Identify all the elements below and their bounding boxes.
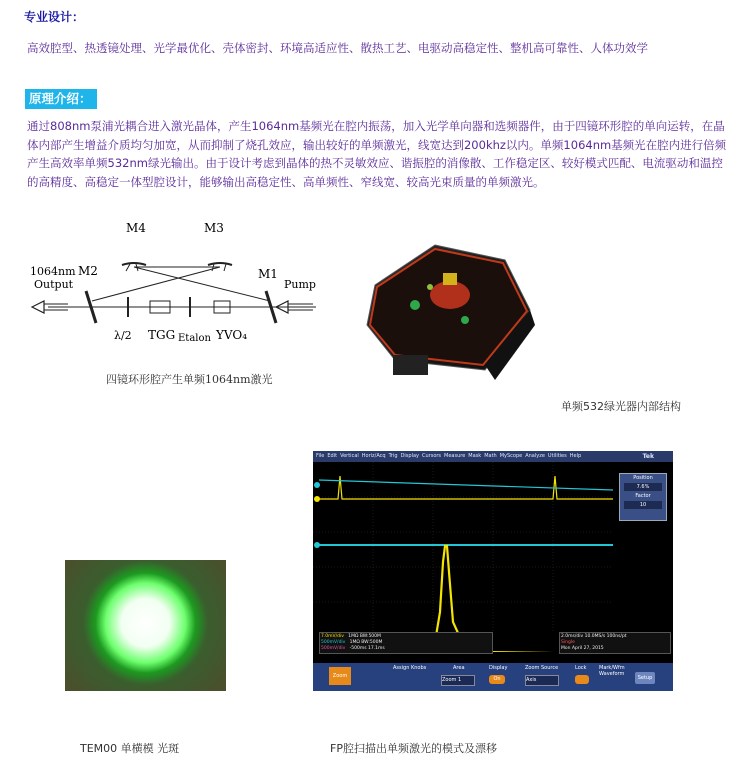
ring-cavity-diagram: [28, 215, 318, 375]
diagram-caption: 四镜环形腔产生单频1064nm激光: [106, 373, 273, 386]
label-etalon: Etalon: [178, 333, 211, 344]
scope-menu-item[interactable]: Math: [484, 453, 497, 459]
scope-menu-bar: [313, 451, 673, 462]
timebase-readout: 2.0ms/div 10.0MS/s 100ns/pt: [561, 634, 627, 639]
scope-readouts-right: [559, 632, 671, 654]
setup-button[interactable]: Setup: [635, 672, 655, 684]
oscilloscope-screenshot: [313, 451, 673, 691]
label-output1: 1064nm: [30, 265, 76, 278]
label-yvo4: YVO₄: [216, 328, 248, 342]
scope-menu-item[interactable]: Cursors: [422, 453, 442, 459]
side-panel-title: Position: [633, 475, 653, 481]
label-tgg: TGG: [148, 328, 176, 342]
ch1-scale[interactable]: 7.0mV/div: [321, 634, 344, 639]
scope-menu-item[interactable]: Horiz/Acq: [361, 453, 386, 459]
scope-menu-item[interactable]: Help: [569, 453, 582, 459]
display-label: Display: [489, 665, 508, 671]
features-text: 高效腔型、热透镜处理、光学最优化、壳体密封、环境高适应性、散热工艺、电驱动高稳定性、整机高可靠性、人体功效学: [27, 41, 648, 55]
mark-label: Mark/Wfm Waveform: [599, 665, 625, 677]
scope-side-panel: [619, 473, 667, 521]
laser-product-photo: [355, 215, 540, 385]
acq-mode: Single: [561, 640, 575, 645]
ch2-scale[interactable]: 500mV/div: [321, 640, 346, 645]
tem00-caption: TEM00 单横模 光斑: [80, 742, 180, 755]
scope-menu-item[interactable]: Trig: [388, 453, 398, 459]
zoom-source-label: Zoom Source: [525, 665, 559, 671]
scope-menu-item[interactable]: Mask: [468, 453, 482, 459]
scope-readouts-left: [319, 632, 493, 654]
scope-caption: FP腔扫描出单频激光的模式及漂移: [330, 742, 497, 755]
zoom-source-select[interactable]: Axis: [525, 675, 559, 686]
assign-knobs-label: Assign Knobs: [393, 665, 427, 671]
scope-brand: Tek: [642, 453, 654, 460]
scope-menu-item[interactable]: Vertical: [340, 453, 359, 459]
label-m2: M2: [78, 264, 98, 278]
area-label: Area: [453, 665, 465, 671]
side-panel-position[interactable]: 7.6%: [624, 483, 662, 491]
zoom-area-select[interactable]: Zoom 1: [441, 675, 475, 686]
scope-menu-item[interactable]: Measure: [444, 453, 466, 459]
ch1-bandwidth: 1MΩ BW:500M: [348, 634, 381, 639]
label-m3: M3: [204, 221, 224, 235]
principle-paragraph: 通过808nm泵浦光耦合进入激光晶体，产生1064nm基频光在腔内振荡，加入光学单向器和选频器件，由于四镜环形腔的单向运转，在晶体内部产生增益介质均匀加宽，从而抑制了烧孔效应，输出较好的单频激光，线宽达到200khz以内。单频1064nm基频光在腔内进行倍频产生高效率单频532nm绿光输出。由于设计考虑到晶体的热不灵敏效应、谐振腔的消像散、工作稳定区、较好模式匹配、电流驱动和温控的高精度、高稳定一体型腔设计，能够输出高稳定性、高单频性、窄线宽、较高光束质量的单频激光。: [27, 119, 727, 189]
scope-menu-item[interactable]: Edit: [327, 453, 338, 459]
label-half-wave: λ/2: [114, 329, 132, 342]
section-title-design: 专业设计：: [24, 10, 85, 24]
scope-date: Mon April 27, 2015: [561, 646, 604, 651]
scope-control-bar: [313, 663, 673, 691]
side-panel-factor-label: Factor: [635, 493, 651, 499]
label-pump: Pump: [284, 278, 316, 291]
side-panel-factor[interactable]: 10: [624, 501, 662, 509]
ch3-time: -500ms 17.1ms: [349, 646, 385, 651]
scope-menu-item[interactable]: Analyze: [525, 453, 545, 459]
ch3-scale[interactable]: 500mV/div: [321, 646, 346, 651]
zoom-button[interactable]: Zoom: [329, 667, 351, 685]
scope-menu-item[interactable]: MyScope: [499, 453, 523, 459]
scope-menu-item[interactable]: Display: [400, 453, 419, 459]
display-toggle[interactable]: On: [489, 675, 505, 684]
lock-toggle[interactable]: [575, 675, 589, 684]
scope-menu-item[interactable]: File: [316, 453, 325, 459]
ch2-bandwidth: 1MΩ BW:500M: [349, 640, 383, 645]
laser-photo-caption: 单频532绿光器内部结构: [561, 400, 681, 413]
label-output2: Output: [34, 278, 74, 291]
scope-menu-item[interactable]: Utilities: [547, 453, 567, 459]
tem00-spot-image: [65, 560, 226, 691]
label-m4: M4: [126, 221, 146, 235]
section-title-principle: 原理介绍：: [25, 89, 97, 109]
label-m1: M1: [258, 267, 278, 281]
lock-label: Lock: [575, 665, 587, 671]
